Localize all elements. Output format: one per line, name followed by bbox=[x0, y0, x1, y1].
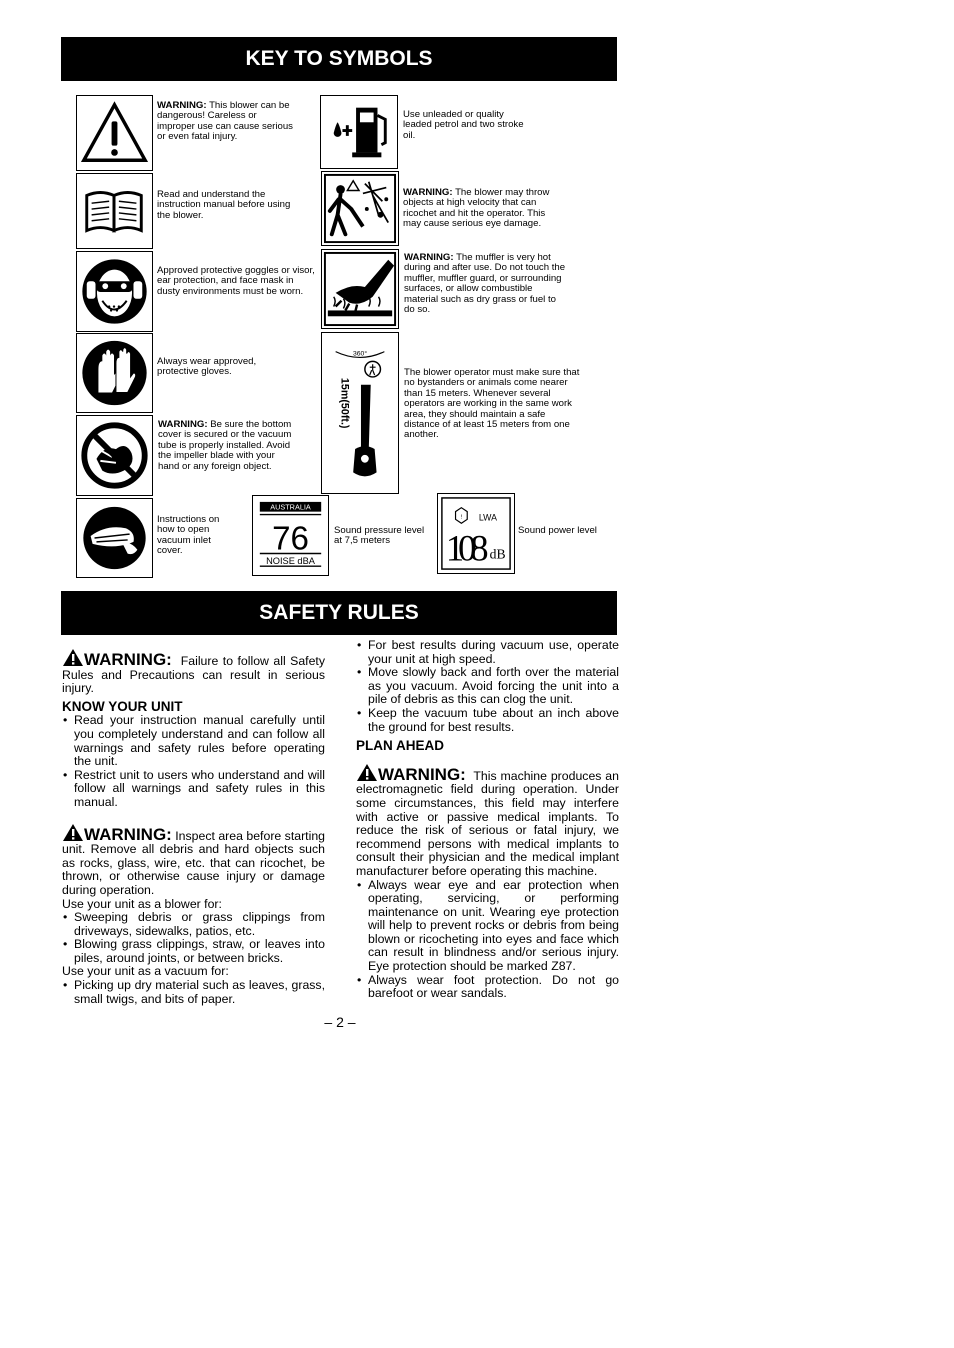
symbol-caption-thrown-objects: WARNING: The blower may throw objects at high velocity that can ricochet and hit the operator. This may cause serious eye damage. bbox=[403, 187, 550, 230]
warning-paragraph-2: WARNING: Inspect area before starting unit. Remove all debris and hard objects such as rocks, glass, wire, etc. that can ricochet, be thrown, or otherwise cause injury or damage during operation. bbox=[62, 824, 326, 897]
vacuum-list-left bbox=[62, 979, 325, 1006]
blower-list bbox=[62, 911, 325, 965]
symbol-caption-safe-distance: The blower operator must make sure that no bystanders or animals come nearer than 15 meters. Whenever several operators are working in the same work area, they should maintain a safe distance of at least 15 meters from one another. bbox=[404, 367, 580, 441]
eye-ear-protection-icon bbox=[76, 251, 153, 332]
safe-distance-icon bbox=[321, 332, 399, 494]
symbol-caption-gloves: Always wear approved, protective gloves. bbox=[157, 356, 257, 378]
list-item: • Always wear eye and ear protection when operating, servicing, or performing maintenance on unit. Wearing eye protection will help to prevent rocks or debris from being blown or ricocheting into eyes and face which can result in blindness and/or serious injury. Eye protection should be marked Z87. bbox=[356, 879, 619, 974]
warning-triangle-icon bbox=[356, 763, 378, 782]
list-item: • Picking up dry material such as leaves, grass, small twigs, and bits of paper. bbox=[62, 979, 325, 1006]
symbol-caption-manual: Read and understand the instruction manual before using the blower. bbox=[157, 189, 291, 221]
sound-pressure-icon bbox=[252, 495, 329, 576]
thrown-objects-icon bbox=[321, 171, 399, 246]
list-item: • Keep the vacuum tube about an inch above the ground for best results. bbox=[356, 707, 619, 734]
symbol-caption-hot-surface: WARNING: The muffler is very hot during and after use. Do not touch the muffler, muffler guard, or surrounding surfaces, or allow combustible material such as dry grass or fuel to do so. bbox=[404, 252, 566, 316]
symbol-caption-sound-pressure: Sound pressure level at 7,5 meters bbox=[334, 525, 425, 547]
warning-label: WARNING: bbox=[378, 764, 466, 784]
list-item: • For best results during vacuum use, operate your unit at high speed. bbox=[356, 639, 619, 666]
plan-ahead-heading: PLAN AHEAD bbox=[356, 738, 445, 754]
warning-triangle-icon bbox=[76, 95, 153, 171]
list-item: • Always wear foot protection. Do not go barefoot or wear sandals. bbox=[356, 974, 619, 1001]
symbol-caption-sound-power: Sound power level bbox=[518, 525, 597, 536]
noise-badge-country: AUSTRALIA bbox=[270, 502, 311, 512]
warning-label: WARNING: bbox=[84, 650, 172, 669]
vacuum-list-right bbox=[356, 639, 619, 734]
page-number: – 2 – bbox=[324, 1014, 356, 1030]
plan-ahead-list bbox=[356, 879, 619, 1001]
warning-paragraph-1: WARNING: Failure to follow all Safety Rules and Precautions can result in serious injury. bbox=[62, 650, 325, 696]
power-badge-lwa: LWA bbox=[478, 512, 497, 523]
warning-label: WARNING: bbox=[84, 824, 172, 844]
safety-left-column bbox=[62, 648, 325, 1006]
know-your-unit-heading: KNOW YOUR UNIT bbox=[62, 698, 183, 714]
list-item: • Sweeping debris or grass clippings from driveways, sidewalks, patios, etc. bbox=[62, 911, 325, 938]
warning-triangle-icon bbox=[62, 648, 84, 667]
symbol-caption-vacuum-inlet: Instructions on how to open vacuum inlet cover. bbox=[157, 514, 220, 557]
sound-power-icon bbox=[437, 493, 515, 574]
symbol-caption-impeller: WARNING: Be sure the bottom cover is secured or the vacuum tube is properly installed. Avoid the impeller blade with your hand or any foreign object. bbox=[158, 419, 292, 472]
blower-intro: Use your unit as a blower for: bbox=[62, 896, 222, 911]
distance-label: 15m(50ft.) bbox=[338, 377, 351, 429]
list-item: • Restrict unit to users who understand and will follow all warnings and safety rules in this manual. bbox=[62, 769, 325, 810]
gloves-icon bbox=[76, 333, 153, 413]
distance-angle-label: 360° bbox=[352, 350, 368, 358]
symbol-caption-warning: WARNING: This blower can be dangerous! Careless or improper use can cause serious or even fatal injury. bbox=[157, 100, 293, 143]
noise-badge-value: 76 bbox=[272, 520, 309, 558]
list-item: • Blowing grass clippings, straw, or leaves into piles, around joints, or between bricks. bbox=[62, 938, 325, 965]
safety-right-column bbox=[356, 639, 619, 1001]
svg-text:!: ! bbox=[460, 514, 463, 521]
safety-rules-title: SAFETY RULES bbox=[61, 591, 617, 635]
impeller-hazard-icon bbox=[76, 415, 153, 496]
vacuum-inlet-cover-icon bbox=[76, 498, 153, 578]
instruction-manual-icon bbox=[76, 173, 153, 249]
symbol-caption-fuel: Use unleaded or quality leaded petrol and two stroke oil. bbox=[403, 109, 524, 141]
power-badge-unit: dB bbox=[489, 546, 506, 562]
noise-badge-unit: NOISE dBA bbox=[266, 556, 315, 567]
key-to-symbols-title: KEY TO SYMBOLS bbox=[61, 37, 617, 81]
vacuum-intro: Use your unit as a vacuum for: bbox=[62, 964, 229, 979]
warning-triangle-icon bbox=[62, 823, 84, 842]
know-your-unit-list bbox=[62, 714, 325, 809]
warning-paragraph-3: WARNING: This machine produces an electromagnetic field during operation. Under some circumstances, this field may interfere with active or passive medical implants. To reduce the risk of serious or fatal injury, we recommend persons with medical implants to consult their physician and the medical implant manufacturer before operating this machine. bbox=[356, 764, 619, 878]
hot-surface-icon bbox=[321, 249, 399, 329]
symbol-caption-protection: Approved protective goggles or visor, ear protection, and face mask in dusty environments must be worn. bbox=[157, 265, 315, 297]
power-badge-value: 108 bbox=[445, 528, 489, 570]
fuel-oil-icon bbox=[320, 95, 398, 169]
list-item: • Read your instruction manual carefully until you completely understand and can follow all warnings and safety rules before operating the unit. bbox=[62, 714, 325, 768]
list-item: • Move slowly back and forth over the material as you vacuum. Avoid forcing the unit into a pile of debris as this can clog the unit. bbox=[356, 666, 619, 707]
